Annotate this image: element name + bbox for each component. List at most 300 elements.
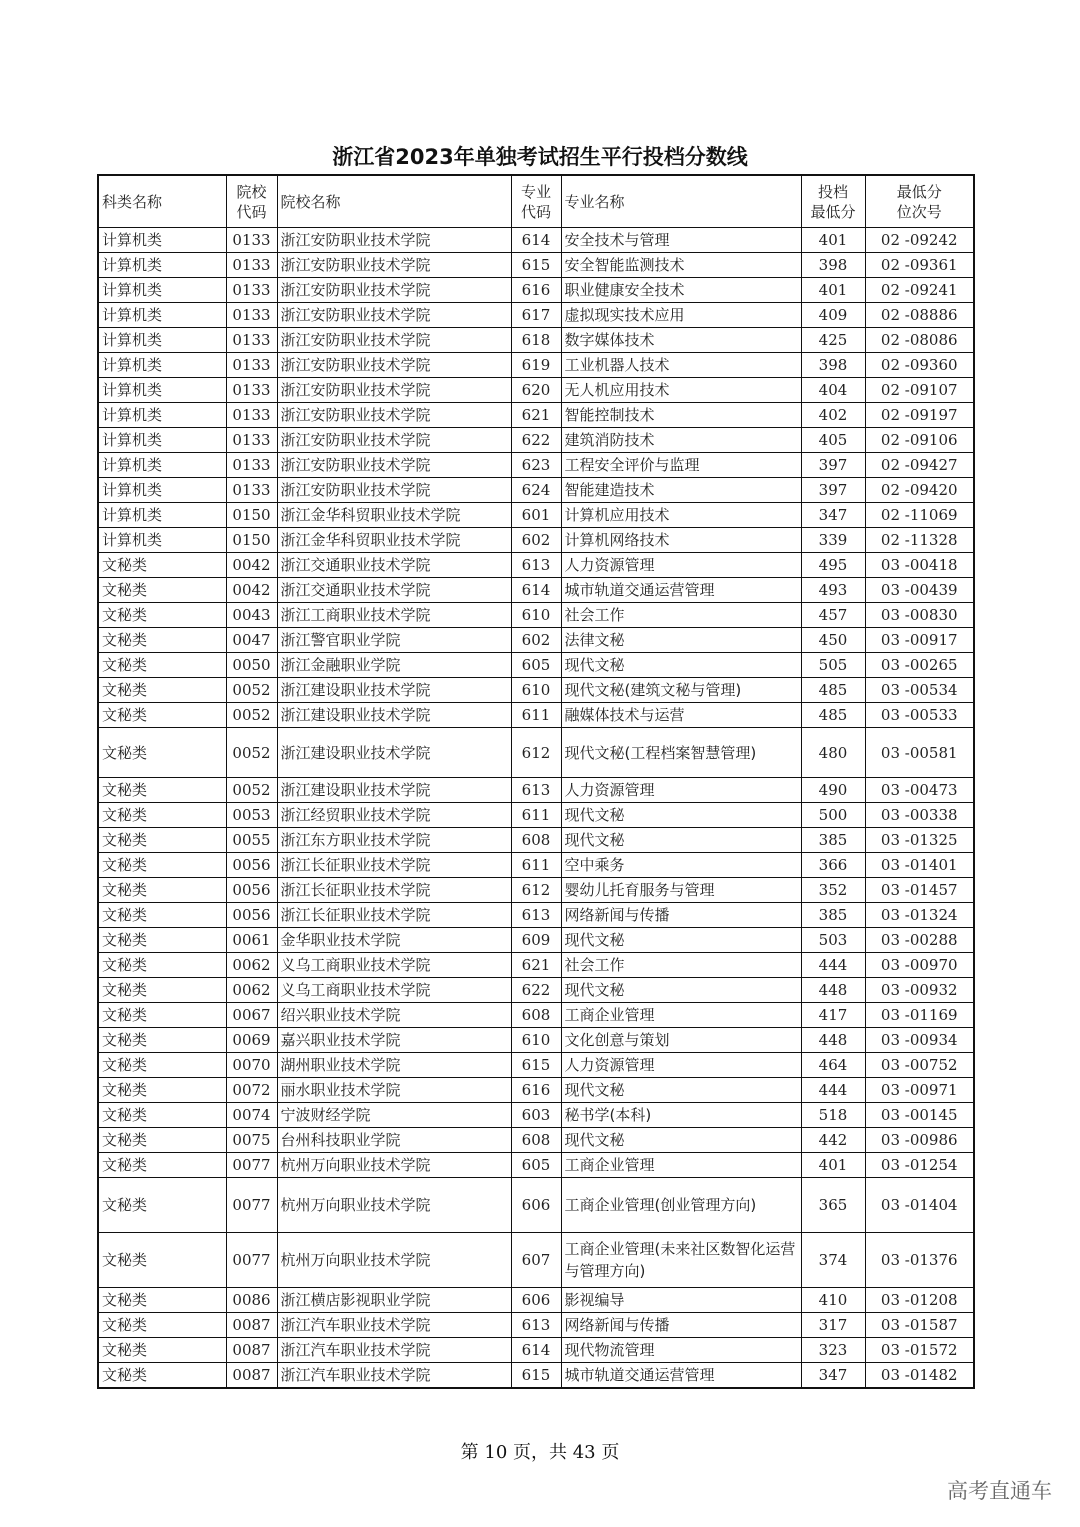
cell-min-score: 365	[801, 1178, 865, 1233]
cell-major-code: 613	[511, 553, 561, 578]
table-row	[98, 528, 974, 553]
table-row	[98, 478, 974, 503]
cell-school-code: 0077	[226, 1153, 277, 1178]
cell-category: 文秘类	[98, 703, 226, 728]
cell-category: 文秘类	[98, 1338, 226, 1363]
cell-school-name: 浙江安防职业技术学院	[277, 403, 511, 428]
cell-min-score: 493	[801, 578, 865, 603]
table-row	[98, 828, 974, 853]
cell-major-code: 620	[511, 378, 561, 403]
cell-school-code: 0047	[226, 628, 277, 653]
cell-school-name: 丽水职业技术学院	[277, 1078, 511, 1103]
cell-major-name: 现代文秘	[561, 928, 801, 953]
cell-category: 文秘类	[98, 1078, 226, 1103]
cell-major-name: 婴幼儿托育服务与管理	[561, 878, 801, 903]
table-header-row	[98, 175, 974, 228]
cell-school-name: 浙江经贸职业技术学院	[277, 803, 511, 828]
cell-rank: 03 -00932	[865, 978, 974, 1003]
table-row	[98, 1288, 974, 1313]
table-row	[98, 653, 974, 678]
cell-major-name: 城市轨道交通运营管理	[561, 1363, 801, 1389]
cell-major-code: 611	[511, 853, 561, 878]
cell-min-score: 457	[801, 603, 865, 628]
cell-school-name: 浙江长征职业技术学院	[277, 903, 511, 928]
cell-school-code: 0070	[226, 1053, 277, 1078]
cell-min-score: 417	[801, 1003, 865, 1028]
cell-school-name: 浙江工商职业技术学院	[277, 603, 511, 628]
cell-major-code: 610	[511, 678, 561, 703]
cell-min-score: 503	[801, 928, 865, 953]
page-number: 第 10 页，共 43 页	[460, 1442, 620, 1463]
cell-category: 文秘类	[98, 853, 226, 878]
table-body	[98, 228, 974, 1389]
cell-school-name: 浙江横店影视职业学院	[277, 1288, 511, 1313]
cell-category: 文秘类	[98, 878, 226, 903]
table-row	[98, 428, 974, 453]
table-row	[98, 853, 974, 878]
table-row	[98, 278, 974, 303]
cell-school-code: 0086	[226, 1288, 277, 1313]
table-row	[98, 453, 974, 478]
cell-school-name: 浙江安防职业技术学院	[277, 253, 511, 278]
cell-category: 文秘类	[98, 1233, 226, 1288]
header-min-score-line1: 投档	[817, 182, 848, 201]
cell-school-code: 0133	[226, 403, 277, 428]
header-rank-line2: 位次号	[896, 202, 942, 221]
table-row	[98, 1128, 974, 1153]
cell-category: 文秘类	[98, 978, 226, 1003]
cell-major-code: 608	[511, 828, 561, 853]
cell-major-name: 工程安全评价与监理	[561, 453, 801, 478]
cell-rank: 02 -11069	[865, 503, 974, 528]
cell-school-code: 0052	[226, 678, 277, 703]
cell-rank: 03 -00970	[865, 953, 974, 978]
cell-major-code: 613	[511, 778, 561, 803]
cell-rank: 02 -09361	[865, 253, 974, 278]
cell-min-score: 495	[801, 553, 865, 578]
cell-school-code: 0087	[226, 1313, 277, 1338]
cell-major-name: 智能建造技术	[561, 478, 801, 503]
table-row	[98, 353, 974, 378]
table-row	[98, 503, 974, 528]
cell-category: 计算机类	[98, 478, 226, 503]
cell-major-code: 613	[511, 1313, 561, 1338]
cell-school-code: 0056	[226, 878, 277, 903]
table-row	[98, 603, 974, 628]
cell-major-code: 615	[511, 1363, 561, 1389]
cell-category: 文秘类	[98, 578, 226, 603]
cell-rank: 03 -00752	[865, 1053, 974, 1078]
cell-major-name: 现代文秘	[561, 978, 801, 1003]
cell-min-score: 339	[801, 528, 865, 553]
header-major-code-line2: 代码	[520, 202, 551, 221]
cell-major-code: 621	[511, 403, 561, 428]
cell-category: 文秘类	[98, 553, 226, 578]
cell-rank: 03 -01208	[865, 1288, 974, 1313]
cell-category: 文秘类	[98, 728, 226, 778]
cell-major-name: 人力资源管理	[561, 778, 801, 803]
watermark: 高考直通车	[947, 1479, 1052, 1503]
cell-major-name: 工业机器人技术	[561, 353, 801, 378]
cell-rank: 03 -01401	[865, 853, 974, 878]
cell-category: 文秘类	[98, 1053, 226, 1078]
cell-school-name: 金华职业技术学院	[277, 928, 511, 953]
table-row	[98, 1028, 974, 1053]
cell-school-code: 0133	[226, 228, 277, 253]
cell-school-name: 浙江安防职业技术学院	[277, 478, 511, 503]
cell-school-code: 0052	[226, 728, 277, 778]
cell-school-name: 浙江安防职业技术学院	[277, 353, 511, 378]
cell-category: 文秘类	[98, 953, 226, 978]
cell-school-code: 0133	[226, 353, 277, 378]
cell-category: 文秘类	[98, 653, 226, 678]
cell-major-name: 秘书学(本科)	[561, 1103, 801, 1128]
cell-rank: 03 -00145	[865, 1103, 974, 1128]
cell-major-name: 现代文秘	[561, 828, 801, 853]
cell-category: 文秘类	[98, 1178, 226, 1233]
cell-major-name: 法律文秘	[561, 628, 801, 653]
cell-min-score: 480	[801, 728, 865, 778]
cell-school-code: 0077	[226, 1233, 277, 1288]
cell-major-name: 现代文秘(工程档案智慧管理)	[561, 728, 801, 778]
table-row	[98, 803, 974, 828]
cell-school-code: 0087	[226, 1338, 277, 1363]
cell-min-score: 448	[801, 978, 865, 1003]
table-row	[98, 1178, 974, 1233]
cell-rank: 03 -01324	[865, 903, 974, 928]
cell-school-code: 0062	[226, 978, 277, 1003]
cell-category: 文秘类	[98, 1153, 226, 1178]
cell-rank: 03 -00265	[865, 653, 974, 678]
cell-school-name: 台州科技职业学院	[277, 1128, 511, 1153]
header-school-code-line2: 代码	[236, 202, 267, 221]
cell-major-code: 621	[511, 953, 561, 978]
cell-min-score: 518	[801, 1103, 865, 1128]
cell-rank: 02 -09107	[865, 378, 974, 403]
cell-min-score: 485	[801, 703, 865, 728]
cell-school-code: 0150	[226, 503, 277, 528]
cell-major-name: 计算机应用技术	[561, 503, 801, 528]
cell-school-code: 0055	[226, 828, 277, 853]
cell-major-code: 617	[511, 303, 561, 328]
cell-school-name: 浙江安防职业技术学院	[277, 278, 511, 303]
cell-major-code: 619	[511, 353, 561, 378]
cell-major-code: 602	[511, 528, 561, 553]
cell-school-name: 浙江安防职业技术学院	[277, 328, 511, 353]
table-row	[98, 403, 974, 428]
cell-school-name: 浙江安防职业技术学院	[277, 303, 511, 328]
header-major-name	[561, 175, 801, 228]
cell-major-code: 614	[511, 228, 561, 253]
cell-major-name: 工商企业管理	[561, 1003, 801, 1028]
cell-min-score: 409	[801, 303, 865, 328]
cell-category: 计算机类	[98, 303, 226, 328]
cell-category: 文秘类	[98, 678, 226, 703]
table-row	[98, 578, 974, 603]
cell-min-score: 410	[801, 1288, 865, 1313]
cell-major-name: 社会工作	[561, 603, 801, 628]
cell-school-name: 浙江汽车职业技术学院	[277, 1363, 511, 1389]
cell-school-name: 杭州万向职业技术学院	[277, 1233, 511, 1288]
cell-major-code: 609	[511, 928, 561, 953]
cell-category: 计算机类	[98, 278, 226, 303]
cell-category: 计算机类	[98, 428, 226, 453]
cell-min-score: 448	[801, 1028, 865, 1053]
cell-rank: 03 -01587	[865, 1313, 974, 1338]
cell-major-name: 工商企业管理(创业管理方向)	[561, 1178, 801, 1233]
cell-min-score: 385	[801, 828, 865, 853]
table-row	[98, 1003, 974, 1028]
cell-school-code: 0042	[226, 578, 277, 603]
header-rank	[865, 175, 974, 228]
cell-min-score: 500	[801, 803, 865, 828]
cell-school-code: 0133	[226, 453, 277, 478]
cell-school-name: 浙江交通职业技术学院	[277, 578, 511, 603]
table-row	[98, 878, 974, 903]
header-school-name-label: 院校名称	[280, 192, 341, 211]
cell-major-name: 数字媒体技术	[561, 328, 801, 353]
cell-school-code: 0052	[226, 703, 277, 728]
cell-rank: 02 -09242	[865, 228, 974, 253]
cell-min-score: 323	[801, 1338, 865, 1363]
cell-category: 文秘类	[98, 603, 226, 628]
cell-school-name: 浙江建设职业技术学院	[277, 678, 511, 703]
cell-major-code: 614	[511, 1338, 561, 1363]
header-min-score-line2: 最低分	[810, 202, 856, 221]
cell-rank: 03 -00986	[865, 1128, 974, 1153]
cell-min-score: 404	[801, 378, 865, 403]
cell-major-name: 现代文秘(建筑文秘与管理)	[561, 678, 801, 703]
cell-major-code: 624	[511, 478, 561, 503]
cell-min-score: 317	[801, 1313, 865, 1338]
cell-major-name: 安全技术与管理	[561, 228, 801, 253]
cell-school-name: 浙江金融职业学院	[277, 653, 511, 678]
cell-major-code: 607	[511, 1233, 561, 1288]
cell-major-code: 611	[511, 803, 561, 828]
cell-school-name: 浙江金华科贸职业技术学院	[277, 528, 511, 553]
cell-major-name: 建筑消防技术	[561, 428, 801, 453]
cell-major-name: 人力资源管理	[561, 553, 801, 578]
cell-min-score: 505	[801, 653, 865, 678]
cell-category: 文秘类	[98, 778, 226, 803]
cell-school-code: 0133	[226, 278, 277, 303]
cell-rank: 03 -00418	[865, 553, 974, 578]
header-major-name-label: 专业名称	[564, 192, 625, 211]
cell-school-name: 浙江安防职业技术学院	[277, 428, 511, 453]
cell-school-name: 宁波财经学院	[277, 1103, 511, 1128]
cell-major-code: 612	[511, 878, 561, 903]
cell-rank: 03 -01169	[865, 1003, 974, 1028]
cell-min-score: 385	[801, 903, 865, 928]
cell-major-name: 无人机应用技术	[561, 378, 801, 403]
cell-rank: 02 -09197	[865, 403, 974, 428]
cell-category: 文秘类	[98, 828, 226, 853]
cell-major-code: 612	[511, 728, 561, 778]
header-min-score	[801, 175, 865, 228]
table-row	[98, 553, 974, 578]
table-row	[98, 1078, 974, 1103]
cell-school-name: 义乌工商职业技术学院	[277, 978, 511, 1003]
table-row	[98, 1233, 974, 1288]
cell-major-code: 603	[511, 1103, 561, 1128]
cell-major-name: 现代文秘	[561, 803, 801, 828]
cell-min-score: 398	[801, 253, 865, 278]
cell-category: 计算机类	[98, 453, 226, 478]
cell-school-name: 浙江安防职业技术学院	[277, 228, 511, 253]
cell-major-code: 601	[511, 503, 561, 528]
cell-major-code: 606	[511, 1178, 561, 1233]
cell-min-score: 425	[801, 328, 865, 353]
cell-min-score: 398	[801, 353, 865, 378]
cell-school-name: 浙江交通职业技术学院	[277, 553, 511, 578]
cell-major-code: 610	[511, 1028, 561, 1053]
cell-major-name: 安全智能监测技术	[561, 253, 801, 278]
cell-rank: 03 -01376	[865, 1233, 974, 1288]
cell-rank: 03 -00473	[865, 778, 974, 803]
cell-rank: 02 -09427	[865, 453, 974, 478]
table-row	[98, 1053, 974, 1078]
cell-school-code: 0050	[226, 653, 277, 678]
cell-school-name: 绍兴职业技术学院	[277, 1003, 511, 1028]
cell-major-code: 605	[511, 1153, 561, 1178]
cell-rank: 03 -01482	[865, 1363, 974, 1389]
cell-rank: 03 -00439	[865, 578, 974, 603]
cell-major-name: 计算机网络技术	[561, 528, 801, 553]
cell-category: 文秘类	[98, 1288, 226, 1313]
document-title: 浙江省2023年单独考试招生平行投档分数线	[332, 145, 748, 169]
header-rank-line1: 最低分	[896, 182, 942, 201]
cell-rank: 02 -09106	[865, 428, 974, 453]
cell-school-name: 浙江金华科贸职业技术学院	[277, 503, 511, 528]
table-row	[98, 1313, 974, 1338]
cell-school-code: 0133	[226, 428, 277, 453]
cell-school-name: 湖州职业技术学院	[277, 1053, 511, 1078]
cell-category: 计算机类	[98, 403, 226, 428]
cell-school-code: 0067	[226, 1003, 277, 1028]
cell-major-name: 影视编导	[561, 1288, 801, 1313]
cell-category: 文秘类	[98, 628, 226, 653]
header-major-code	[511, 175, 561, 228]
cell-school-name: 浙江建设职业技术学院	[277, 728, 511, 778]
cell-category: 文秘类	[98, 903, 226, 928]
table-row	[98, 903, 974, 928]
cell-min-score: 397	[801, 478, 865, 503]
header-category-label: 科类名称	[102, 192, 163, 211]
cell-school-code: 0133	[226, 253, 277, 278]
cell-major-code: 608	[511, 1003, 561, 1028]
cell-major-name: 工商企业管理(未来社区数智化运营与管理方向)	[561, 1233, 801, 1288]
cell-major-code: 614	[511, 578, 561, 603]
cell-school-name: 浙江建设职业技术学院	[277, 703, 511, 728]
cell-major-code: 602	[511, 628, 561, 653]
cell-rank: 03 -00533	[865, 703, 974, 728]
table-row	[98, 728, 974, 778]
cell-school-name: 嘉兴职业技术学院	[277, 1028, 511, 1053]
cell-major-code: 613	[511, 903, 561, 928]
cell-school-code: 0072	[226, 1078, 277, 1103]
cell-major-code: 622	[511, 428, 561, 453]
cell-major-name: 文化创意与策划	[561, 1028, 801, 1053]
cell-min-score: 405	[801, 428, 865, 453]
cell-major-code: 608	[511, 1128, 561, 1153]
header-major-code-line1: 专业	[520, 182, 551, 201]
cell-school-code: 0069	[226, 1028, 277, 1053]
cell-rank: 03 -01254	[865, 1153, 974, 1178]
cell-major-code: 610	[511, 603, 561, 628]
cell-school-code: 0056	[226, 903, 277, 928]
cell-rank: 02 -09420	[865, 478, 974, 503]
table-row	[98, 778, 974, 803]
cell-category: 计算机类	[98, 253, 226, 278]
cell-school-code: 0061	[226, 928, 277, 953]
cell-school-name: 浙江汽车职业技术学院	[277, 1338, 511, 1363]
cell-school-name: 浙江警官职业学院	[277, 628, 511, 653]
cell-school-code: 0074	[226, 1103, 277, 1128]
cell-category: 计算机类	[98, 228, 226, 253]
cell-rank: 03 -01404	[865, 1178, 974, 1233]
table-row	[98, 978, 974, 1003]
table-row	[98, 253, 974, 278]
table-row	[98, 678, 974, 703]
cell-school-code: 0150	[226, 528, 277, 553]
cell-rank: 03 -00934	[865, 1028, 974, 1053]
header-category	[98, 175, 226, 228]
cell-school-code: 0042	[226, 553, 277, 578]
table-row	[98, 953, 974, 978]
cell-major-code: 623	[511, 453, 561, 478]
cell-min-score: 450	[801, 628, 865, 653]
cell-school-name: 浙江长征职业技术学院	[277, 878, 511, 903]
header-school-code	[226, 175, 277, 228]
table-row	[98, 378, 974, 403]
table-row	[98, 328, 974, 353]
cell-school-name: 浙江东方职业技术学院	[277, 828, 511, 853]
table-row	[98, 928, 974, 953]
cell-category: 文秘类	[98, 803, 226, 828]
cell-min-score: 401	[801, 278, 865, 303]
cell-min-score: 401	[801, 228, 865, 253]
table-row	[98, 228, 974, 253]
cell-major-name: 人力资源管理	[561, 1053, 801, 1078]
cell-major-code: 622	[511, 978, 561, 1003]
table-row	[98, 703, 974, 728]
score-table	[97, 174, 975, 1389]
cell-min-score: 366	[801, 853, 865, 878]
cell-school-name: 浙江安防职业技术学院	[277, 378, 511, 403]
cell-category: 计算机类	[98, 503, 226, 528]
cell-major-code: 605	[511, 653, 561, 678]
cell-major-name: 虚拟现实技术应用	[561, 303, 801, 328]
cell-major-code: 615	[511, 1053, 561, 1078]
cell-min-score: 401	[801, 1153, 865, 1178]
cell-major-name: 现代文秘	[561, 1128, 801, 1153]
cell-rank: 02 -08086	[865, 328, 974, 353]
cell-school-code: 0062	[226, 953, 277, 978]
cell-min-score: 374	[801, 1233, 865, 1288]
cell-min-score: 347	[801, 503, 865, 528]
cell-rank: 03 -00581	[865, 728, 974, 778]
cell-school-code: 0077	[226, 1178, 277, 1233]
cell-major-name: 职业健康安全技术	[561, 278, 801, 303]
cell-category: 计算机类	[98, 528, 226, 553]
cell-school-code: 0052	[226, 778, 277, 803]
cell-major-name: 空中乘务	[561, 853, 801, 878]
cell-min-score: 442	[801, 1128, 865, 1153]
cell-school-code: 0053	[226, 803, 277, 828]
cell-category: 文秘类	[98, 928, 226, 953]
cell-rank: 02 -08886	[865, 303, 974, 328]
cell-category: 计算机类	[98, 378, 226, 403]
